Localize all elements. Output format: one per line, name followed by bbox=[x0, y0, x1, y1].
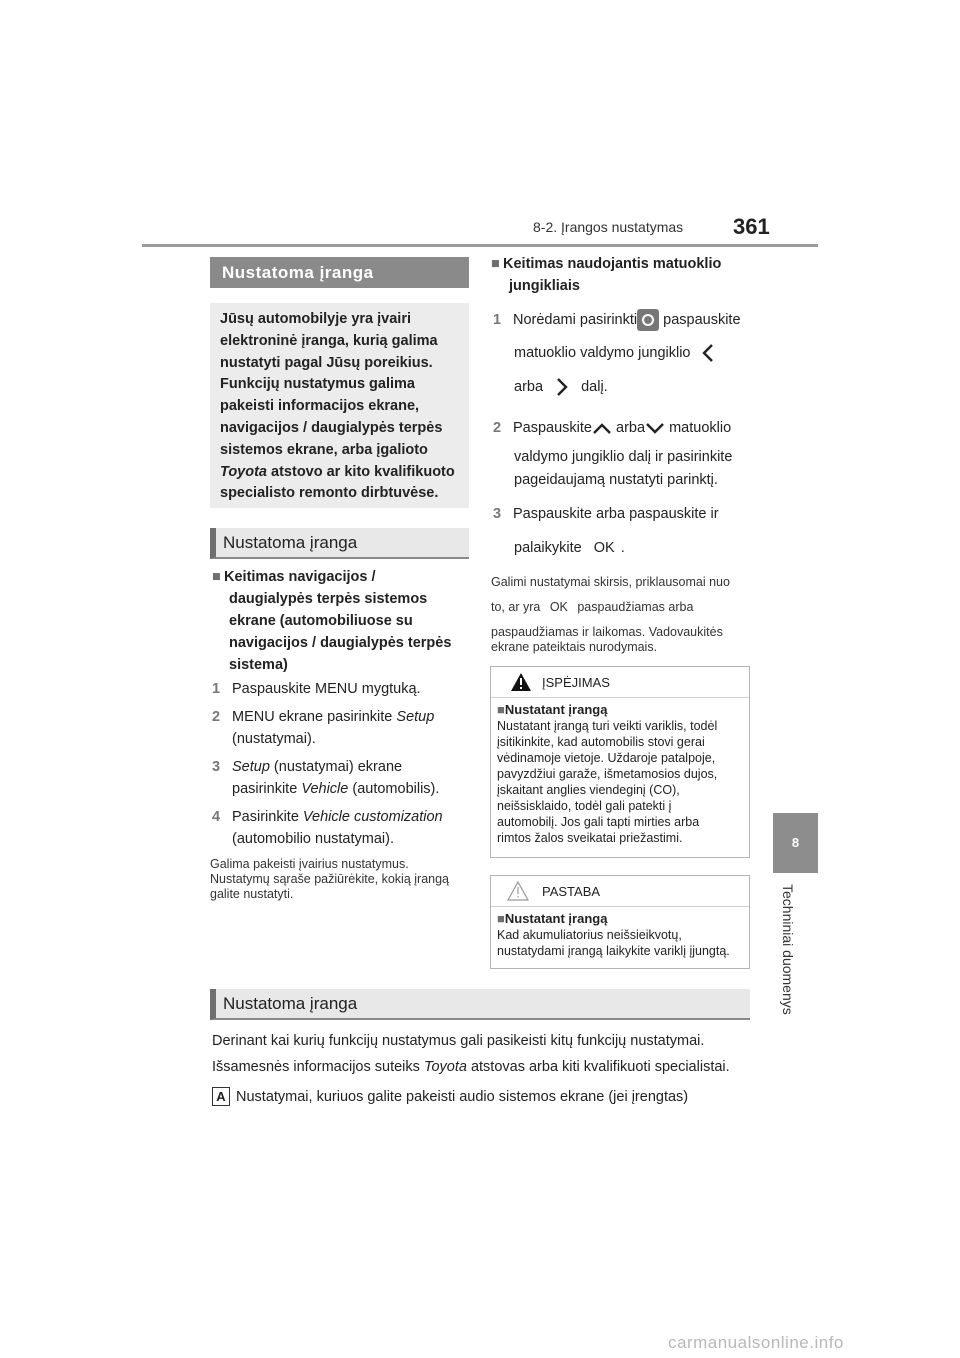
intro-line: sistemos ekrane, arba įgalioto bbox=[220, 441, 428, 458]
header-rule bbox=[142, 244, 818, 247]
footer-watermark: carmanualsonline.info bbox=[668, 1333, 844, 1352]
section2-text: Derinant kai kurių funkcijų nustatymus gali pasikeisti kitų funkcijų nustatymai. Išsamesnės informacijos suteiks Toyota atstovas arba kiti kvalifikuoti specialistai. A Nustatymai, kuriuos galite pakeisti audio sistemos ekrane (jei įrengtas) bbox=[212, 1033, 730, 1105]
ok-button-icon: OK bbox=[549, 600, 568, 614]
section-header: 8-2. Įrangos nustatymas bbox=[533, 219, 684, 235]
intro-line: specialisto remonto dirbtuvėse. bbox=[220, 485, 439, 502]
settings-gear-icon bbox=[637, 309, 659, 331]
notice-title: PASTABA bbox=[542, 884, 601, 899]
right-note: Galimi nustatymai skirsis, priklausomai nuo to, ar yra OK paspaudžiamas arba paspaudžiamas ir laikomas. Vadovaukitės ekrane pateiktais nurodymais. bbox=[491, 575, 730, 654]
right-step-1-cont: matuoklio valdymo jungiklio bbox=[514, 342, 715, 364]
section-heading-2: Nustatoma įranga bbox=[210, 989, 750, 1020]
intro-box-title: Nustatoma įranga bbox=[210, 257, 469, 288]
square-bullet-icon: ■ bbox=[212, 569, 221, 585]
right-step-2: 2 Paspauskite arba matuoklio bbox=[493, 420, 732, 436]
chapter-tab: 8 bbox=[773, 813, 818, 873]
left-bullet: ■ Keitimas navigacijos / daugialypės terpės sistemos ekrane (automobiliuose su navigacijos / daugialypės terpės sistema) bbox=[212, 566, 472, 676]
intro-line: pakeisti informacijos ekrane, bbox=[220, 398, 420, 415]
ok-button-icon: OK bbox=[593, 540, 615, 556]
right-bullet: ■ Keitimas naudojantis matuoklio jungikliais bbox=[491, 253, 751, 297]
section-heading: Nustatoma įranga bbox=[210, 528, 469, 559]
intro-line: Jūsų automobilyje yra įvairi bbox=[220, 311, 411, 327]
intro-line: navigacijos / daugialypės terpės bbox=[220, 419, 443, 436]
chapter-label: Techniniai duomenys bbox=[780, 884, 796, 1015]
page-number: 361 bbox=[733, 214, 770, 239]
left-note: Galima pakeisti įvairius nustatymus. Nustatymų sąraše pažiūrėkite, kokią įrangą galite nustatyti. bbox=[210, 857, 450, 901]
square-bullet-icon: ■ bbox=[497, 911, 505, 926]
square-bullet-icon: ■ bbox=[491, 256, 500, 272]
chevron-up-icon bbox=[592, 421, 612, 435]
notice-box: PASTABA ■Nustatant įrangą Kad akumuliatorius neišsieikvotų, nustatydami įrangą laikykite variklį įjungtą. bbox=[490, 875, 750, 969]
intro-line: Funkcijų nustatymus galima bbox=[220, 376, 415, 393]
intro-line: nustatyti pagal Jūsų poreikius. bbox=[220, 354, 433, 371]
chevron-left-icon bbox=[701, 343, 715, 363]
right-step-1: 1 Norėdami pasirinkti paspauskite bbox=[493, 309, 741, 331]
chevron-down-icon bbox=[645, 421, 665, 435]
warning-title: ĮSPĖJIMAS bbox=[542, 675, 610, 690]
square-bullet-icon: ■ bbox=[497, 702, 505, 717]
intro-line: Toyota atstovo ar kito kvalifikuoto bbox=[220, 463, 455, 480]
warning-triangle-icon bbox=[510, 672, 532, 692]
right-step-3-cont: palaikykite OK . bbox=[514, 540, 625, 556]
brand-name: Toyota bbox=[220, 463, 267, 480]
intro-box bbox=[210, 303, 469, 508]
right-step-3: 3 Paspauskite arba paspauskite ir bbox=[493, 506, 719, 522]
intro-line: elektroninė įranga, kurią galima bbox=[220, 332, 438, 349]
right-step-1-cont2: arba dalį. bbox=[514, 376, 608, 398]
right-step-2-cont2: pageidaujamą nustatyti parinktį. bbox=[514, 472, 718, 488]
figure-label-a: A bbox=[212, 1087, 230, 1106]
left-steps: 1 Paspauskite MENU mygtuką. 2 MENU ekrane pasirinkite Setup (nustatymai). 3 Setup (nustatymai) ekrane pasirinkite Vehicle (automobilis). 4 Pasirinkite Vehicle customization (automobilio nustatymai). bbox=[212, 681, 443, 847]
chevron-right-icon bbox=[555, 377, 569, 397]
warning-box: ĮSPĖJIMAS ■Nustatant įrangą Nustatant įrangą turi veikti variklis, todėl įsitikinkite, kad automobilis stovi gerai vėdinamoje vietoje. Uždaroje patalpoje, pavyzdžiui garaže, išmetamosios dujos, įskaitant anglies viendeginį (CO), neišsisklaido, todėl gali patekti į automobilį. Jos gali tapti mirties arba rimtos žalos sveikatai priežastimi. bbox=[490, 666, 750, 858]
right-step-2-cont: valdymo jungiklio dalį ir pasirinkite bbox=[514, 449, 733, 465]
caution-outline-icon bbox=[507, 881, 529, 901]
